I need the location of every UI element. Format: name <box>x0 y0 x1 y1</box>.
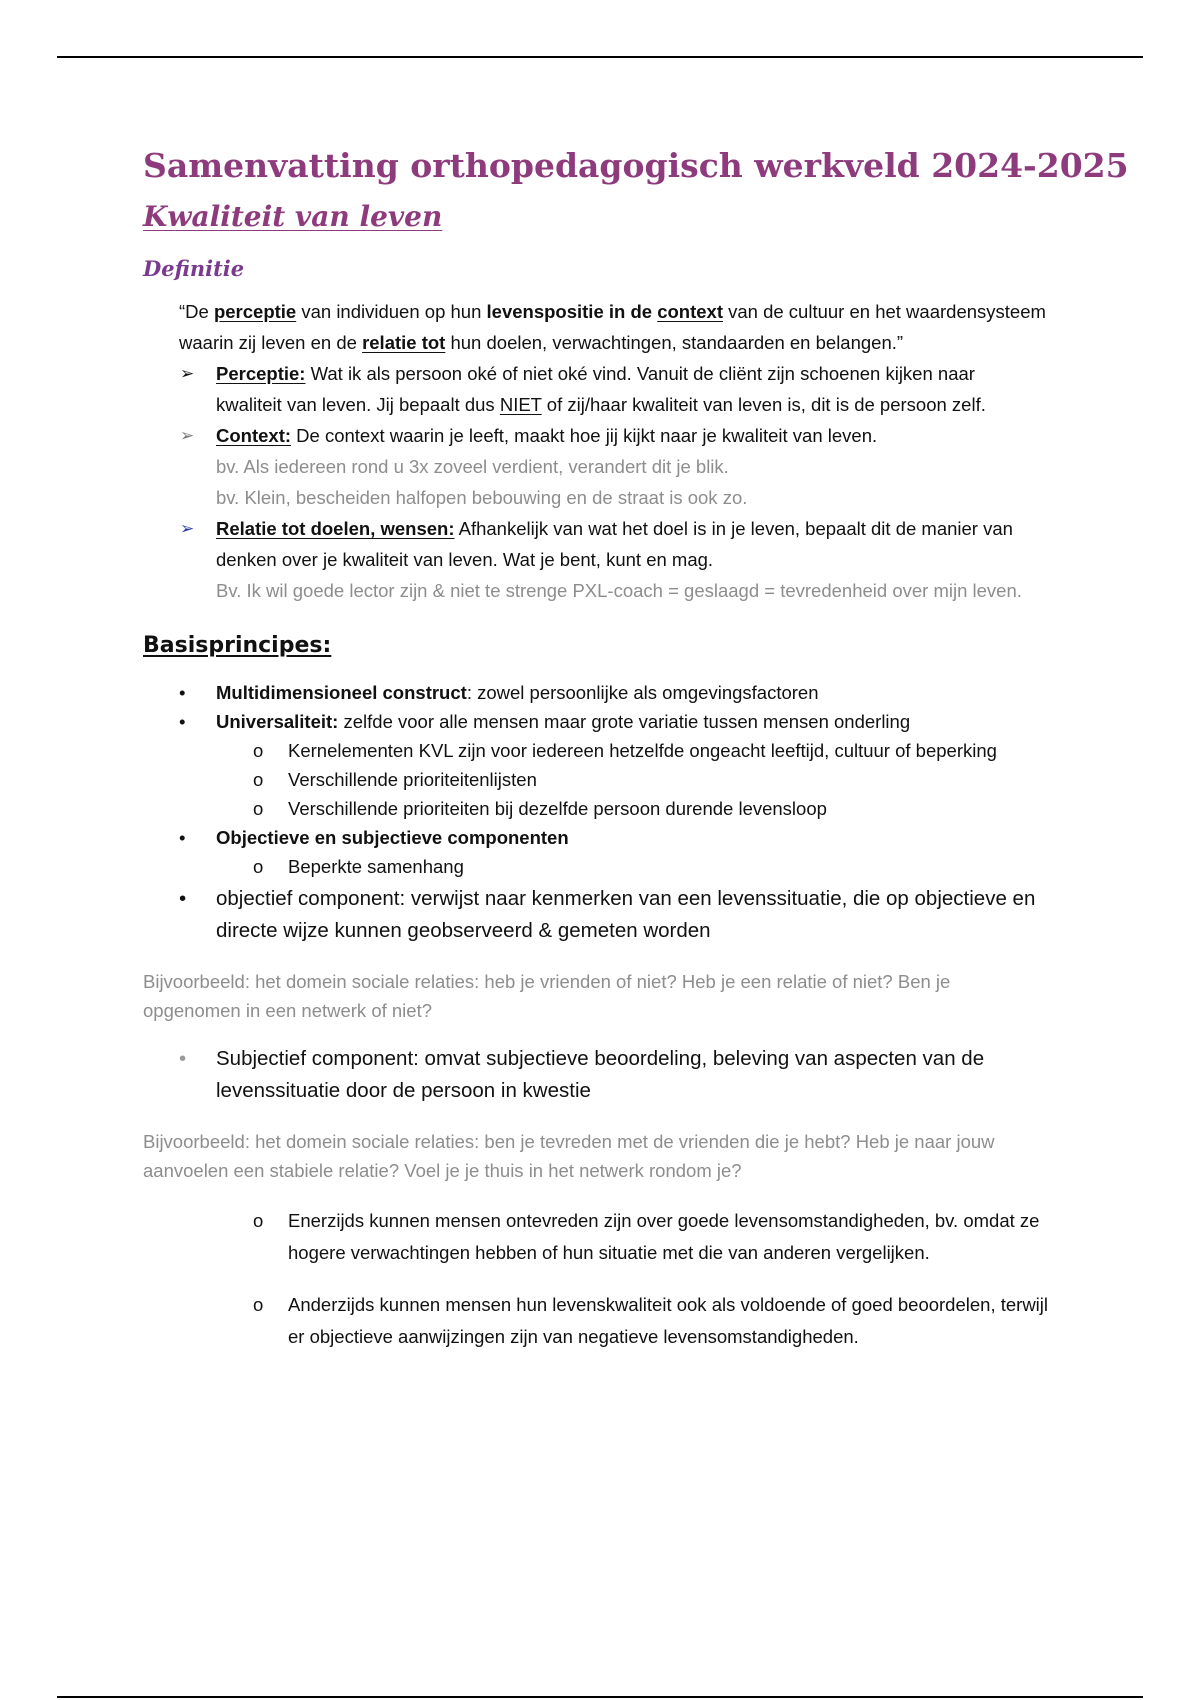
footer-rule <box>57 1696 1143 1698</box>
definition-quote <box>179 296 1059 358</box>
circle-bullet-icon: o <box>253 769 264 790</box>
bullet-text: Subjectief component: omvat subjectieve beoordeling, beleving van aspecten van de levenssituatie door de persoon in kwestie <box>216 1047 985 1102</box>
circle-bullet-icon: o <box>253 798 264 819</box>
quote-term-context: context <box>657 301 723 322</box>
section-heading-kwaliteit: Kwaliteit van leven <box>143 200 443 233</box>
basisprincipes-list <box>143 678 1063 736</box>
item-label: Context: <box>216 425 292 446</box>
bullet-icon: • <box>179 887 187 910</box>
item-text: De context waarin je leeft, maakt hoe jij kijkt naar je kwaliteit van leven. <box>291 425 878 446</box>
bullet-objectief <box>143 883 1063 947</box>
sub-item-enerzijds <box>143 1205 1058 1269</box>
sub-item-text: Enerzijds kunnen mensen ontevreden zijn over goede levensomstandigheden, bv. omdat ze hogere verwachtingen hebben of hun situatie met die van anderen vergelijken. <box>288 1210 1040 1263</box>
item-text: Afhankelijk van wat het doel is in je leven, bepaalt dit de manier van denken over je kwaliteit van leven. Wat je bent, kunt en mag. <box>216 518 1013 570</box>
sub-item <box>143 765 1058 794</box>
item-text: of zij/haar kwaliteit van leven is, dit is de persoon zelf. <box>541 394 986 415</box>
sub-item-text: Kernelementen KVL zijn voor iedereen hetzelfde ongeacht leeftijd, cultuur of beperking <box>288 740 997 761</box>
subheading-definitie: Definitie <box>143 256 245 281</box>
sub-item <box>143 852 1058 881</box>
arrow-bullet-icon: ➢ <box>180 364 195 383</box>
item-text: Wat ik als persoon oké of niet oké vind. Vanuit de cliënt zijn schoenen kijken naar kwaliteit van leven. Jij bepaalt dus <box>216 363 975 415</box>
definition-list <box>180 358 1036 606</box>
sub-item-text: Anderzijds kunnen mensen hun levenskwaliteit ook als voldoende of goed beoordelen, terwijl er objectieve aanwijzingen zijn van negatieve levensomstandigheden. <box>288 1294 1049 1347</box>
componenten-sublist <box>143 852 1063 881</box>
subjectief-list <box>143 1043 1063 1107</box>
basisprincipes-heading: Basisprincipes: <box>143 633 332 658</box>
quote-text: van individuen op hun <box>296 301 487 322</box>
bullet-icon: • <box>179 827 186 848</box>
bullet-icon: • <box>179 682 186 703</box>
basisprincipes-list-cont <box>143 823 1063 852</box>
objectief-list <box>143 883 1063 947</box>
universaliteit-sublist <box>143 736 1063 823</box>
quote-text: van de cultuur en het waardensysteem waarin zij leven en de <box>179 301 1046 353</box>
quote-term-perceptie: perceptie <box>213 301 297 322</box>
list-item-relatie <box>180 513 1036 606</box>
bullet-icon: • <box>179 1047 187 1070</box>
item-emphasis: NIET <box>499 394 542 415</box>
document-title: Samenvatting orthopedagogisch werkveld 2024-2025 <box>143 146 1129 185</box>
bullet-label: Universaliteit: <box>216 711 339 732</box>
document-page <box>143 140 1129 1353</box>
example-subjectief: Bijvoorbeeld: het domein sociale relaties: ben je tevreden met de vrienden die je hebt? Heb je naar jouw aanvoelen een stabiele relatie? Voel je je thuis in het netwerk rondom je? <box>143 1131 995 1181</box>
example-note: Bv. Ik wil goede lector zijn & niet te strenge PXL-coach = geslaagd = tevredenheid over mijn leven. <box>216 580 1022 601</box>
sub-item <box>143 736 1058 765</box>
sub-item <box>143 794 1058 823</box>
final-sublist <box>143 1205 1063 1353</box>
quote-text: “De <box>179 301 214 322</box>
bullet-label: Objectieve en subjectieve componenten <box>216 827 569 848</box>
circle-bullet-icon: o <box>253 1294 264 1315</box>
circle-bullet-icon: o <box>253 1210 264 1231</box>
item-label: Relatie tot doelen, wensen: <box>216 518 455 539</box>
circle-bullet-icon: o <box>253 856 264 877</box>
example-note: bv. Als iedereen rond u 3x zoveel verdient, verandert dit je blik. <box>216 456 729 477</box>
bullet-label: Multidimensioneel construct <box>216 682 467 703</box>
arrow-bullet-icon: ➢ <box>180 519 195 538</box>
quote-text: hun doelen, verwachtingen, standaarden en belangen.” <box>445 332 904 353</box>
list-item-context <box>180 420 1036 513</box>
example-objectief: Bijvoorbeeld: het domein sociale relaties: heb je vrienden of niet? Heb je een relatie of niet? Ben je opgenomen in een netwerk of niet? <box>143 971 951 1021</box>
bullet-componenten <box>143 823 1063 852</box>
bullet-universaliteit <box>143 707 1063 736</box>
quote-term-relatie: relatie tot <box>362 332 446 353</box>
bullet-multidimensioneel <box>143 678 1063 707</box>
sub-item-text: Verschillende prioriteitenlijsten <box>288 769 537 790</box>
bullet-text: objectief component: verwijst naar kenmerken van een levenssituatie, die op objectieve en directe wijze kunnen geobserveerd & gemeten worden <box>216 887 1036 942</box>
bullet-subjectief <box>143 1043 1063 1107</box>
arrow-bullet-icon: ➢ <box>180 426 195 445</box>
bullet-icon: • <box>179 711 186 732</box>
header-rule <box>57 56 1143 58</box>
sub-item-anderzijds <box>143 1289 1058 1353</box>
bullet-text: : zowel persoonlijke als omgevingsfactoren <box>466 682 819 703</box>
sub-item-text: Verschillende prioriteiten bij dezelfde persoon durende levensloop <box>288 798 827 819</box>
quote-term-levenspositie: levenspositie in de <box>486 301 658 322</box>
sub-item-text: Beperkte samenhang <box>288 856 464 877</box>
example-note: bv. Klein, bescheiden halfopen bebouwing en de straat is ook zo. <box>216 487 748 508</box>
item-label: Perceptie: <box>216 363 306 384</box>
bullet-text: zelfde voor alle mensen maar grote variatie tussen mensen onderling <box>338 711 911 732</box>
circle-bullet-icon: o <box>253 740 264 761</box>
list-item-perceptie <box>180 358 1036 420</box>
